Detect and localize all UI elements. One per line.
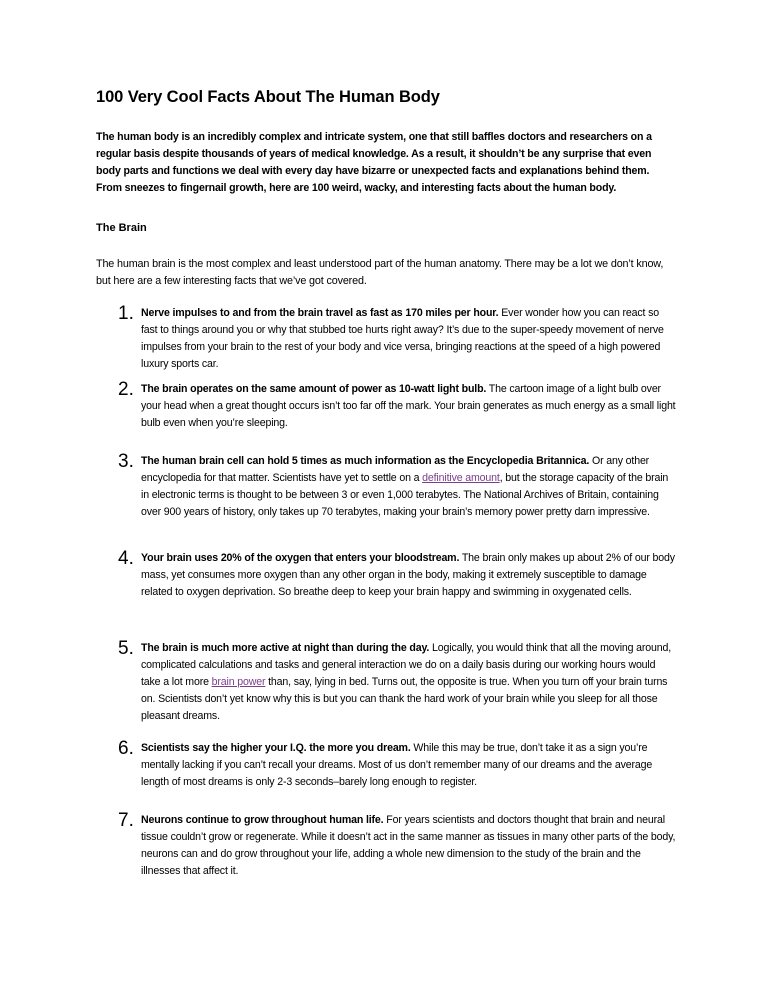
fact-text: Or any other encyclopedia for that matter. Scientists have yet to settle on a [141, 455, 650, 484]
fact-lead: Scientists say the higher your I.Q. the more you dream. [141, 742, 411, 754]
fact-body [141, 640, 677, 725]
fact-body [141, 740, 677, 791]
fact-lead: Your brain uses 20% of the oxygen that enters your bloodstream. [141, 552, 460, 564]
fact-text: The cartoon image of a light bulb over your head when a great thought occurs isn’t too far off the mark. Your brain generates as much energy as a small light bulb even when you’re sleeping. [141, 383, 676, 429]
fact-text: than, say, lying in bed. Turns out, the opposite is true. When you turn off your brain turns on. Scientists don’t yet know why this is but you can thank the hard work of your brain while you sleep for all those pleasant dreams. [141, 676, 668, 722]
fact-body [141, 305, 677, 373]
fact-text: While this may be true, don’t take it as a sign you’re mentally lacking if you can’t recall your dreams. Most of us don’t remember many of our dreams and the average length of most dreams is only 2-3 seconds–barely long enough to register. [141, 742, 653, 788]
section-heading: The Brain [96, 222, 147, 234]
fact-lead: The brain operates on the same amount of power as 10-watt light bulb. [141, 383, 487, 395]
fact-number: 5. [118, 638, 134, 659]
fact-body [141, 381, 677, 432]
fact-number: 7. [118, 810, 134, 831]
fact-number: 4. [118, 548, 134, 569]
fact-number: 3. [118, 451, 134, 472]
fact-text: The brain only makes up about 2% of our body mass, yet consumes more oxygen than any other organ in the body, making it extremely susceptible to damage related to oxygen deprivation. So breathe deep to keep your brain happy and swimming in oxygenated cells. [141, 552, 675, 598]
page-title: 100 Very Cool Facts About The Human Body [96, 88, 440, 106]
fact-lead: Neurons continue to grow throughout human life. [141, 814, 384, 826]
fact-text: , but the storage capacity of the brain in electronic terms is thought to be between 3 or even 1,000 terabytes. The National Archives of Britain, containing over 900 years of history, only takes up 70 terabytes, making your brain’s memory power pretty darn impressive. [141, 472, 669, 518]
intro-paragraph: The human body is an incredibly complex and intricate system, one that still baffles doctors and researchers on a regular basis despite thousands of years of medical knowledge. As a result, it shouldn’t be any surprise that even body parts and functions we deal with every day have bizarre or unexpected facts and explanations behind them. From sneezes to fingernail growth, here are 100 weird, wacky, and interesting facts about the human body. [96, 131, 652, 194]
fact-number: 6. [118, 738, 134, 759]
definitive-amount-link[interactable]: definitive amount [422, 472, 500, 484]
section-intro-paragraph: The human brain is the most complex and least understood part of the human anatomy. There may be a lot we don’t know, but here are a few interesting facts that we’ve got covered. [96, 258, 664, 287]
fact-body [141, 812, 677, 880]
fact-lead: Nerve impulses to and from the brain travel as fast as 170 miles per hour. [141, 307, 499, 319]
fact-number: 2. [118, 379, 134, 400]
fact-number: 1. [118, 303, 134, 324]
fact-body [141, 453, 677, 521]
fact-text: Ever wonder how you can react so fast to things around you or why that stubbed toe hurts right away? It’s due to the super-speedy movement of nerve impulses from your brain to the rest of your body and vice versa, bringing reactions at the speed of a high powered luxury sports car. [141, 307, 664, 370]
fact-text: For years scientists and doctors thought that brain and neural tissue couldn’t grow or regenerate. While it doesn’t act in the same manner as tissues in many other parts of the body, neurons can and do grow throughout your life, adding a whole new dimension to the study of the brain and the illnesses that affect it. [141, 814, 676, 877]
fact-body [141, 550, 677, 601]
brain-power-link[interactable]: brain power [211, 676, 266, 688]
fact-lead: The human brain cell can hold 5 times as much information as the Encyclopedia Britannica. [141, 455, 590, 467]
fact-lead: The brain is much more active at night than during the day. [141, 642, 430, 654]
fact-text: Logically, you would think that all the moving around, complicated calculations and tasks and general interaction we do on a daily basis during our working hours would take a lot more [141, 642, 672, 688]
